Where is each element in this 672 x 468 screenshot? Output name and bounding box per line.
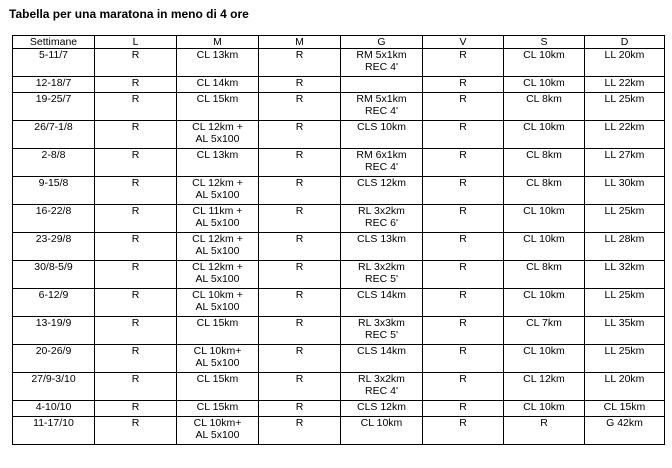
cell-text: AL 5x100 <box>195 133 240 145</box>
cell-text: 16-22/8 <box>35 205 72 217</box>
cell-text: RL 3x2km <box>358 373 405 385</box>
cell-text: CL 10km <box>523 289 565 301</box>
header-row <box>13 36 665 49</box>
cell-text: REC 6' <box>365 217 398 229</box>
cell-text: CL 10km + <box>192 289 243 301</box>
table-cell <box>259 49 341 77</box>
table-cell <box>504 77 585 93</box>
cell-text: R <box>459 93 467 105</box>
table-cell <box>585 121 665 149</box>
table-cell <box>585 149 665 177</box>
cell-text: 2-8/8 <box>41 149 66 161</box>
table-cell <box>341 77 423 93</box>
column-header-0: Settimane <box>13 36 95 49</box>
table-cell <box>341 205 423 233</box>
table-cell <box>504 233 585 261</box>
table-cell <box>95 77 177 93</box>
table-cell <box>341 121 423 149</box>
cell-text: REC 4' <box>365 105 398 117</box>
cell-text: CL 8km <box>526 149 562 161</box>
table-row <box>13 289 665 317</box>
cell-text: R <box>295 261 304 273</box>
cell-text: R <box>295 93 304 105</box>
cell-text: CLS 13km <box>356 233 407 245</box>
table-cell <box>341 373 423 401</box>
cell-text: CL 15km <box>196 401 239 413</box>
table-cell <box>177 49 259 77</box>
table-cell <box>259 401 341 417</box>
table-cell <box>341 49 423 77</box>
table-cell <box>423 261 504 289</box>
cell-text: CL 10km+ <box>193 345 242 357</box>
table-cell <box>504 401 585 417</box>
table-cell <box>423 205 504 233</box>
table-cell <box>423 317 504 345</box>
cell-text: R <box>295 401 304 413</box>
cell-text: LL 25km <box>604 205 645 217</box>
table-cell <box>423 289 504 317</box>
table-cell <box>585 317 665 345</box>
cell-text: R <box>131 317 140 329</box>
cell-text: CL 8km <box>526 93 562 105</box>
cell-text: AL 5x100 <box>195 273 240 285</box>
table-cell <box>13 49 95 77</box>
cell-text: R <box>459 205 467 217</box>
cell-text: LL 28km <box>604 233 645 245</box>
table-row <box>13 77 665 93</box>
cell-text: CL 12km + <box>192 233 243 245</box>
cell-text: CL 10km <box>360 417 403 429</box>
table-cell <box>259 345 341 373</box>
cell-text: R <box>459 373 467 385</box>
cell-text: AL 5x100 <box>195 301 240 313</box>
cell-text: CL 10km <box>523 345 565 357</box>
table-cell <box>585 93 665 121</box>
cell-text: RM 5x1km <box>356 93 407 105</box>
table-cell <box>13 93 95 121</box>
cell-text: CL 10km <box>523 205 565 217</box>
cell-text: R <box>295 373 304 385</box>
cell-text: R <box>131 261 140 273</box>
table-cell <box>423 345 504 373</box>
table-row <box>13 401 665 417</box>
table-cell <box>177 373 259 401</box>
table-cell <box>259 121 341 149</box>
cell-text: CLS 12km <box>356 177 407 189</box>
cell-text: CLS 12km <box>356 401 407 413</box>
table-cell <box>95 401 177 417</box>
table-cell <box>585 417 665 445</box>
cell-text: R <box>459 417 467 429</box>
table-cell <box>259 289 341 317</box>
cell-text: R <box>131 289 140 301</box>
cell-text: R <box>295 121 304 133</box>
cell-text: R <box>459 49 467 61</box>
table-cell <box>177 177 259 205</box>
table-cell <box>259 233 341 261</box>
cell-text: CL 15km <box>196 373 239 385</box>
table-cell <box>177 417 259 445</box>
table-cell <box>504 317 585 345</box>
table-cell <box>259 261 341 289</box>
cell-text: LL 20km <box>604 373 645 385</box>
table-cell <box>177 205 259 233</box>
table-cell <box>585 345 665 373</box>
column-header-2: M <box>177 36 259 49</box>
table-cell <box>341 177 423 205</box>
cell-text: R <box>459 289 467 301</box>
table-cell <box>341 317 423 345</box>
table-cell <box>585 233 665 261</box>
cell-text: REC 4' <box>365 61 398 73</box>
cell-text: LL 27km <box>604 149 645 161</box>
cell-text: CL 12km + <box>192 261 243 273</box>
table-cell <box>177 77 259 93</box>
table-body <box>13 49 665 445</box>
cell-text: 23-29/8 <box>35 233 72 245</box>
table-cell <box>13 233 95 261</box>
table-cell <box>13 401 95 417</box>
cell-text: AL 5x100 <box>195 357 240 369</box>
table-cell <box>504 373 585 401</box>
cell-text: RL 3x3km <box>358 317 405 329</box>
cell-text: CL 10km <box>523 233 565 245</box>
cell-text: R <box>295 205 304 217</box>
cell-text: R <box>459 77 467 89</box>
table-cell <box>95 121 177 149</box>
cell-text: R <box>295 317 304 329</box>
cell-text: 4-10/10 <box>35 401 72 413</box>
cell-text: LL 30km <box>604 177 645 189</box>
table-cell <box>423 121 504 149</box>
cell-text: AL 5x100 <box>195 245 240 257</box>
table-cell <box>13 345 95 373</box>
table-cell <box>177 289 259 317</box>
table-cell <box>423 233 504 261</box>
cell-text: R <box>131 205 140 217</box>
table-row <box>13 177 665 205</box>
cell-text: 12-18/7 <box>35 77 72 89</box>
table-cell <box>504 345 585 373</box>
cell-text: REC 5' <box>365 329 398 341</box>
table-cell <box>177 233 259 261</box>
cell-text: R <box>295 417 304 429</box>
cell-text: R <box>459 233 467 245</box>
cell-text: R <box>295 177 304 189</box>
table-row <box>13 317 665 345</box>
table-cell <box>177 317 259 345</box>
cell-text: LL 22km <box>604 121 645 133</box>
table-cell <box>423 93 504 121</box>
cell-text: R <box>131 121 140 133</box>
cell-text: REC 4' <box>365 161 398 173</box>
table-cell <box>259 417 341 445</box>
cell-text: CL 8km <box>526 177 562 189</box>
table-cell <box>423 49 504 77</box>
column-header-3: M <box>259 36 341 49</box>
table-cell <box>341 261 423 289</box>
document-title: Tabella per una maratona in meno di 4 ore <box>9 7 249 21</box>
cell-text: CL 15km <box>196 317 239 329</box>
cell-text: AL 5x100 <box>195 217 240 229</box>
cell-text: R <box>131 401 140 413</box>
cell-text: R <box>459 345 467 357</box>
cell-text: CL 13km <box>196 49 239 61</box>
cell-text: R <box>459 149 467 161</box>
cell-text: R <box>131 49 140 61</box>
table-cell <box>341 401 423 417</box>
table-cell <box>13 417 95 445</box>
table-cell <box>95 233 177 261</box>
cell-text: CL 12km + <box>192 177 243 189</box>
table-cell <box>585 261 665 289</box>
table-cell <box>95 317 177 345</box>
column-header-4: G <box>341 36 423 49</box>
training-plan-table <box>12 35 665 445</box>
table-cell <box>13 177 95 205</box>
cell-text: LL 25km <box>604 93 645 105</box>
table-cell <box>585 401 665 417</box>
table-cell <box>423 77 504 93</box>
cell-text: R <box>459 261 467 273</box>
table-row <box>13 149 665 177</box>
column-header-7: D <box>585 36 665 49</box>
table-row <box>13 417 665 445</box>
table-cell <box>95 205 177 233</box>
cell-text: CL 15km <box>603 401 646 413</box>
cell-text: RL 3x2km <box>358 205 405 217</box>
table-cell <box>504 289 585 317</box>
table-cell <box>423 417 504 445</box>
table-cell <box>504 93 585 121</box>
table-cell <box>95 345 177 373</box>
cell-text: CL 11km + <box>192 205 243 217</box>
table-cell <box>259 77 341 93</box>
table-cell <box>504 121 585 149</box>
table-row <box>13 49 665 77</box>
cell-text: R <box>131 77 140 89</box>
cell-text: G 42km <box>606 417 643 429</box>
cell-text: CL 10km <box>523 401 565 413</box>
table-cell <box>13 205 95 233</box>
table-cell <box>504 177 585 205</box>
table-cell <box>177 401 259 417</box>
table-row <box>13 93 665 121</box>
cell-text: R <box>295 149 304 161</box>
table-cell <box>585 77 665 93</box>
cell-text: REC 4' <box>365 385 398 397</box>
table-cell <box>504 49 585 77</box>
table-cell <box>585 289 665 317</box>
table-cell <box>341 289 423 317</box>
table-row <box>13 345 665 373</box>
cell-text: 19-25/7 <box>35 93 72 105</box>
cell-text: LL 22km <box>604 77 645 89</box>
cell-text: CL 10km <box>523 77 565 89</box>
cell-text: R <box>295 345 304 357</box>
cell-text: R <box>295 49 304 61</box>
table-cell <box>259 177 341 205</box>
cell-text: 20-26/9 <box>35 345 72 357</box>
table-cell <box>177 261 259 289</box>
table-cell <box>13 77 95 93</box>
column-header-6: S <box>504 36 585 49</box>
table-cell <box>95 417 177 445</box>
cell-text: LL 35km <box>604 317 645 329</box>
cell-text: 11-17/10 <box>33 417 74 429</box>
table-cell <box>423 373 504 401</box>
table-cell <box>13 289 95 317</box>
cell-text: R <box>459 317 467 329</box>
cell-text: CLS 14km <box>356 289 407 301</box>
table-cell <box>13 261 95 289</box>
cell-text: CL 14km <box>196 77 239 89</box>
table-cell <box>585 49 665 77</box>
table-cell <box>423 177 504 205</box>
table-cell <box>95 49 177 77</box>
table-row <box>13 121 665 149</box>
table-row <box>13 261 665 289</box>
cell-text: R <box>131 233 140 245</box>
cell-text: R <box>459 121 467 133</box>
table-cell <box>341 149 423 177</box>
cell-text: R <box>131 373 140 385</box>
cell-text: R <box>295 289 304 301</box>
cell-text: 26/7-1/8 <box>34 121 73 133</box>
cell-text: R <box>131 417 140 429</box>
table-cell <box>95 177 177 205</box>
table-cell <box>13 317 95 345</box>
table-cell <box>95 261 177 289</box>
cell-text: R <box>131 345 140 357</box>
table-cell <box>95 93 177 121</box>
cell-text: R <box>459 177 467 189</box>
table-cell <box>504 205 585 233</box>
table-cell <box>95 149 177 177</box>
table-cell <box>177 93 259 121</box>
cell-text: CL 8km <box>526 261 562 273</box>
table-cell <box>95 373 177 401</box>
cell-text: CL 10km <box>523 121 565 133</box>
table-cell <box>423 401 504 417</box>
table-cell <box>13 121 95 149</box>
table-cell <box>585 177 665 205</box>
cell-text: REC 5' <box>365 273 398 285</box>
cell-text: CLS 10km <box>356 121 407 133</box>
cell-text: AL 5x100 <box>195 189 240 201</box>
column-header-5: V <box>423 36 504 49</box>
cell-text: CL 15km <box>196 93 239 105</box>
cell-text: R <box>295 233 304 245</box>
cell-text: CL 10km <box>523 49 565 61</box>
cell-text: RM 5x1km <box>356 49 407 61</box>
cell-text: LL 20km <box>604 49 645 61</box>
table-cell <box>95 289 177 317</box>
table-cell <box>177 345 259 373</box>
cell-text: 9-15/8 <box>38 177 69 189</box>
cell-text: LL 32km <box>604 261 645 273</box>
cell-text: 27/9-3/10 <box>31 373 76 385</box>
cell-text: CLS 14km <box>356 345 407 357</box>
table-cell <box>341 233 423 261</box>
table-cell <box>13 149 95 177</box>
table-cell <box>259 93 341 121</box>
cell-text: R <box>131 177 140 189</box>
table-cell <box>341 417 423 445</box>
table-cell <box>504 149 585 177</box>
table-row <box>13 205 665 233</box>
cell-text: 30/8-5/9 <box>34 261 73 273</box>
table-cell <box>341 93 423 121</box>
table-cell <box>423 149 504 177</box>
cell-text: R <box>131 93 140 105</box>
cell-text: 13-19/9 <box>35 317 72 329</box>
table-cell <box>504 417 585 445</box>
column-header-1: L <box>95 36 177 49</box>
table-cell <box>259 205 341 233</box>
cell-text: 5-11/7 <box>39 49 68 61</box>
cell-text: RM 6x1km <box>356 149 407 161</box>
table-cell <box>259 373 341 401</box>
table-cell <box>585 205 665 233</box>
cell-text: CL 10km+ <box>193 417 242 429</box>
cell-text: LL 25km <box>604 345 645 357</box>
cell-text: CL 7km <box>526 317 562 329</box>
cell-text: CL 13km <box>196 149 239 161</box>
cell-text: CL 12km + <box>192 121 243 133</box>
cell-text: AL 5x100 <box>195 429 240 441</box>
cell-text: 6-12/9 <box>38 289 69 301</box>
table-row <box>13 373 665 401</box>
cell-text: R <box>540 417 548 429</box>
table-cell <box>177 121 259 149</box>
table-cell <box>341 345 423 373</box>
cell-text: RL 3x2km <box>358 261 405 273</box>
table-cell <box>259 317 341 345</box>
table-cell <box>585 373 665 401</box>
cell-text: LL 25km <box>604 289 645 301</box>
cell-text: R <box>459 401 467 413</box>
table-row <box>13 233 665 261</box>
table-cell <box>177 149 259 177</box>
cell-text: R <box>131 149 140 161</box>
table-cell <box>504 261 585 289</box>
cell-text: CL 12km <box>523 373 565 385</box>
cell-text: R <box>295 77 304 89</box>
table-cell <box>13 373 95 401</box>
table-cell <box>259 149 341 177</box>
